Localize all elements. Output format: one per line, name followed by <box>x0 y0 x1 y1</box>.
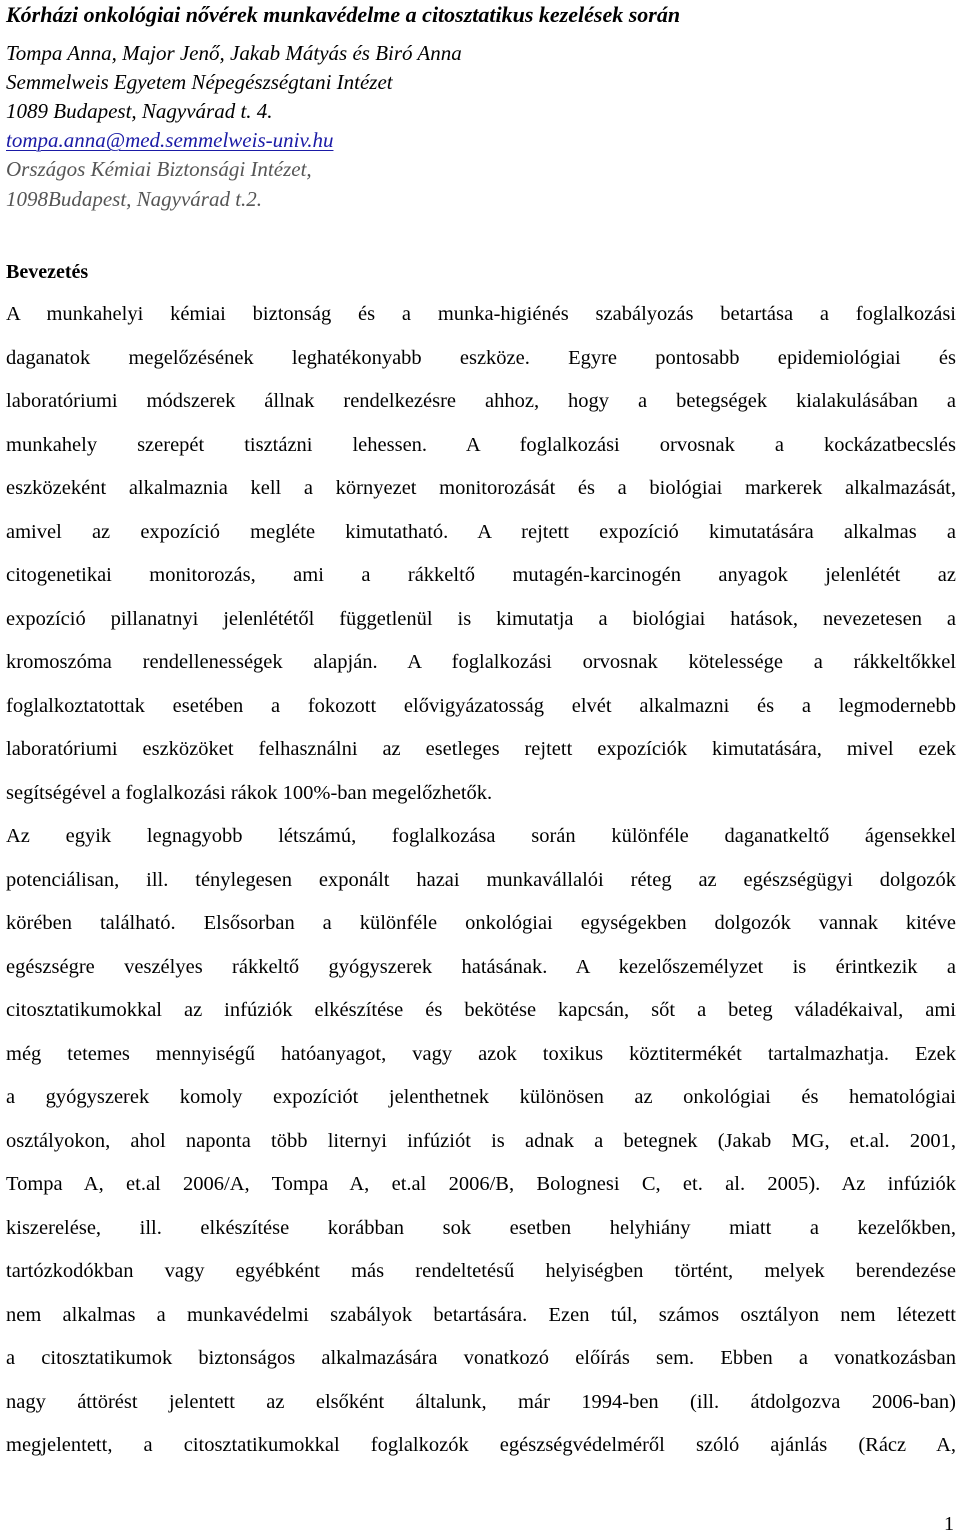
body-line: a gyógyszerek komoly expozíciót jelenthetnek különösen az onkológiai és hematológiai <box>6 1086 956 1108</box>
body-line: osztályokon, ahol naponta több liternyi infúziót is adnak a betegnek (Jakab MG, et.al. 2001, <box>6 1130 956 1152</box>
body-line: kromoszóma rendellenességek alapján. A foglalkozási orvosnak kötelessége a rákkeltőkkel <box>6 651 956 673</box>
body-line: körében található. Elsősorban a különféle onkológiai egységekben dolgozók vannak kitéve <box>6 912 956 934</box>
affiliation-line-1: Semmelweis Egyetem Népegészségtani Intézet <box>6 70 393 94</box>
body-line: kiszerelése, ill. elkészítése korábban sok esetben helyhiány miatt a kezelőkben, <box>6 1217 956 1239</box>
authors-line: Tompa Anna, Major Jenő, Jakab Mátyás és Biró Anna <box>6 41 462 65</box>
address-line-1: 1089 Budapest, Nagyvárad t. 4. <box>6 99 273 123</box>
body-line: citogenetikai monitorozás, ami a rákkeltő mutagén-karcinogén anyagok jelenlétét az <box>6 564 956 586</box>
affiliation-line-2: Országos Kémiai Biztonsági Intézet, <box>6 157 312 181</box>
body-line: tartózkodókban vagy egyébként más rendeltetésű helyiségben történt, melyek berendezése <box>6 1260 956 1282</box>
body-line: laboratóriumi eszközöket felhasználni az esetleges rejtett expozíciók kimutatására, mivel ezek <box>6 738 956 760</box>
document-title: Kórházi onkológiai nővérek munkavédelme a citosztatikus kezelések során <box>6 2 681 27</box>
body-line: a citosztatikumok biztonságos alkalmazására vonatkozó előírás sem. Ebben a vonatkozásban <box>6 1347 956 1369</box>
section-heading: Bevezetés <box>6 261 89 283</box>
body-line: Tompa A, et.al 2006/A, Tompa A, et.al 2006/B, Bolognesi C, et. al. 2005). Az infúziók <box>6 1173 956 1195</box>
body-line: munkahely szerepét tisztázni lehessen. A foglalkozási orvosnak a kockázatbecslés <box>6 434 956 456</box>
body-line: eszközeként alkalmaznia kell a környezet monitorozását és a biológiai markerek alkalmazását, <box>6 477 956 499</box>
page-number: 1 <box>944 1513 954 1535</box>
address-line-2: 1098Budapest, Nagyvárad t.2. <box>6 187 263 211</box>
body-line: daganatok megelőzésének leghatékonyabb eszköze. Egyre pontosabb epidemiológiai és <box>6 347 956 369</box>
document-page <box>6 0 956 1536</box>
body-line: amivel az expozíció megléte kimutatható. A rejtett expozíció kimutatására alkalmas a <box>6 521 956 543</box>
body-line: egészségre veszélyes rákkeltő gyógyszerek hatásának. A kezelőszemélyzet is érintkezik a <box>6 956 956 978</box>
body-line: nagy áttörést jelentett az elsőként általunk, már 1994-ben (ill. átdolgozva 2006-ban) <box>6 1391 956 1413</box>
body-line: expozíció pillanatnyi jelenlététől függetlenül is kimutatja a biológiai hatások, nevezetesen a <box>6 608 956 630</box>
body-line: megjelentett, a citosztatikumokkal foglalkozók egészségvédelméről szóló ajánlás (Rácz A, <box>6 1434 956 1456</box>
body-line: potenciálisan, ill. ténylegesen exponált hazai munkavállalói réteg az egészségügyi dolgozók <box>6 869 956 891</box>
email-link[interactable]: tompa.anna@med.semmelweis-univ.hu <box>6 128 334 152</box>
body-line: még tetemes mennyiségű hatóanyagot, vagy azok toxikus köztitermékét tartalmazhatja. Ezek <box>6 1043 956 1065</box>
body-line: foglalkoztatottak esetében a fokozott elővigyázatosság elvét alkalmazni és a legmodernebb <box>6 695 956 717</box>
email-line <box>6 127 333 153</box>
body-line: laboratóriumi módszerek állnak rendelkezésre ahhoz, hogy a betegségek kialakulásában a <box>6 390 956 412</box>
body-line: segítségével a foglalkozási rákok 100%-ban megelőzhetők. <box>6 782 493 804</box>
body-line: nem alkalmas a munkavédelmi szabályok betartására. Ezen túl, számos osztályon nem létezett <box>6 1304 956 1326</box>
body-line: Az egyik legnagyobb létszámú, foglalkozása során különféle daganatkeltő ágensekkel <box>6 825 956 847</box>
body-line: A munkahelyi kémiai biztonság és a munka-higiénés szabályozás betartása a foglalkozási <box>6 303 956 325</box>
body-line: citosztatikumokkal az infúziók elkészítése és bekötése kapcsán, sőt a beteg váladékaival, ami <box>6 999 956 1021</box>
